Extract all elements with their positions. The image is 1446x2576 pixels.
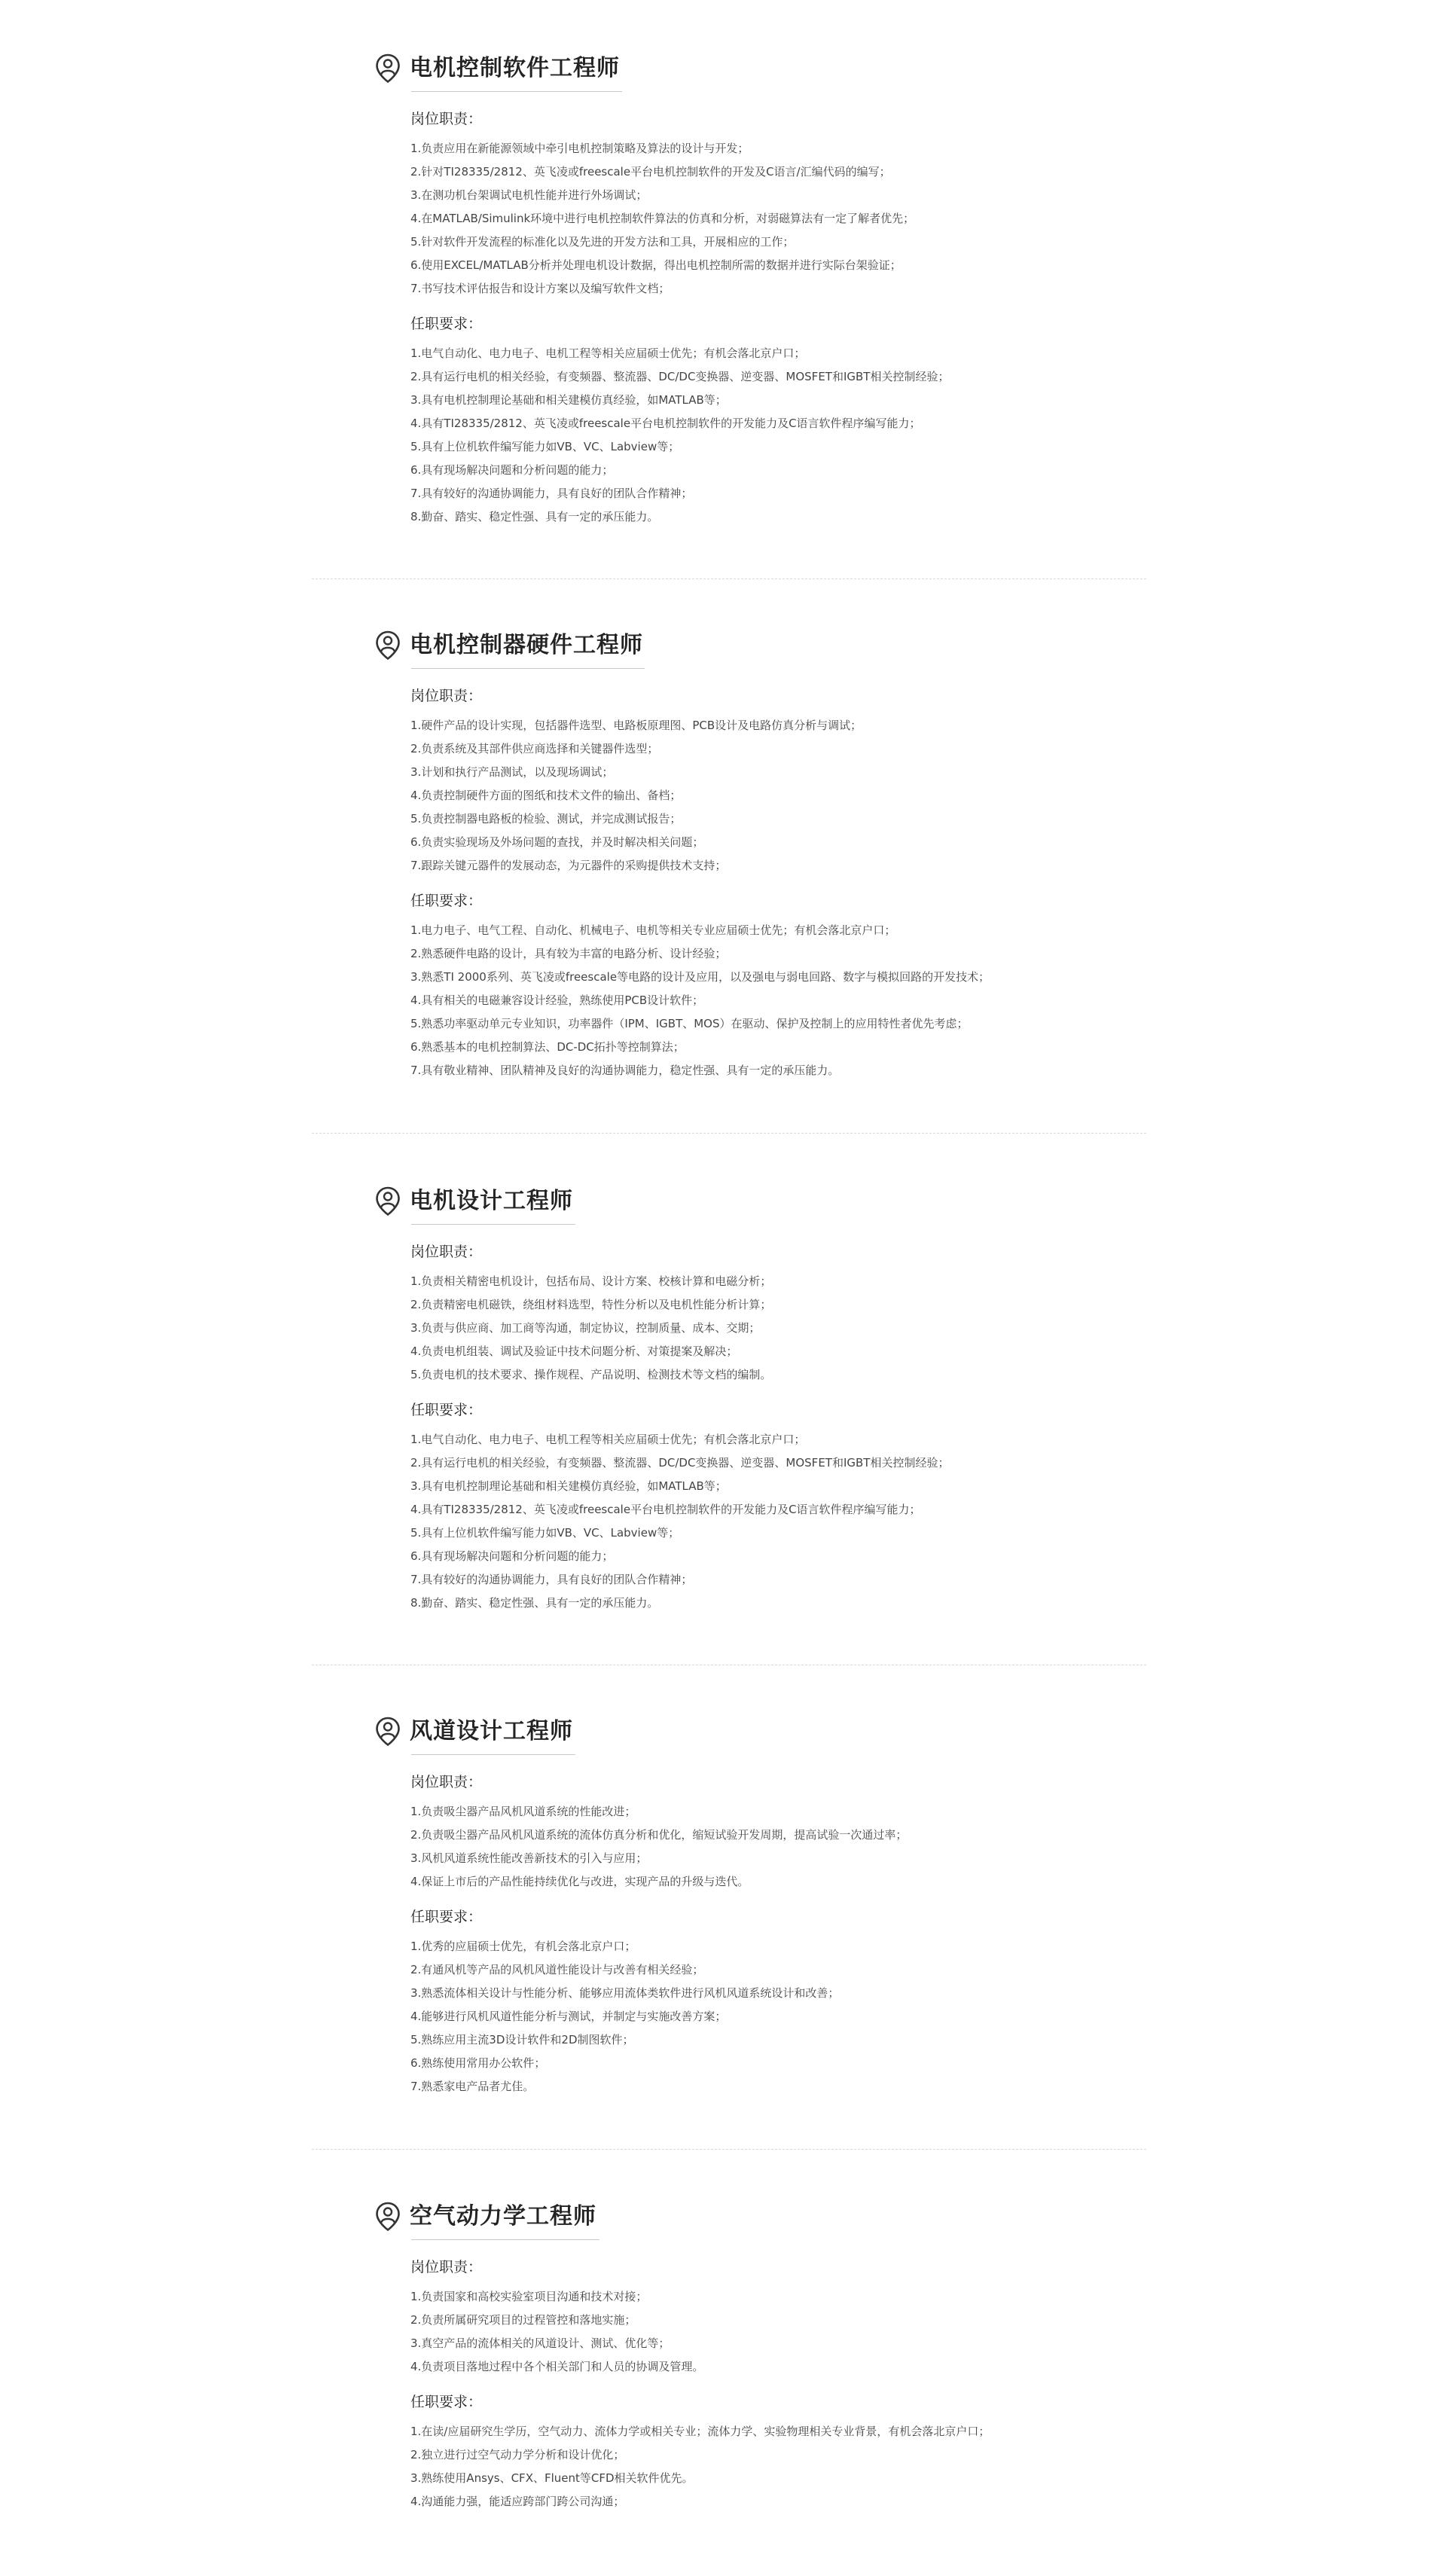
title-underline (411, 2239, 599, 2240)
job-title: 电机设计工程师 (410, 1188, 573, 1214)
section-divider (312, 1133, 1146, 1134)
requirements-item: 1.电气自动化、电力电子、电机工程等相关应届硕士优先；有机会落北京户口； (410, 1433, 806, 1446)
duties-list (410, 1800, 907, 1894)
requirements-section (410, 1397, 949, 1615)
requirements-item: 2.熟悉硬件电路的设计，具有较为丰富的电路分析、设计经验； (410, 947, 727, 960)
requirements-list (410, 342, 949, 529)
requirements-item: 2.具有运行电机的相关经验，有变频器、整流器、DC/DC变换器、逆变器、MOSFET和IGBT相关控制经验； (410, 1456, 950, 1470)
requirements-item: 1.优秀的应届硕士优先，有机会落北京户口； (410, 1940, 636, 1953)
duties-item: 4.保证上市后的产品性能持续优化与改进，实现产品的升级与迭代。 (410, 1875, 749, 1888)
requirements-item: 7.熟悉家电产品者尤佳。 (410, 2080, 535, 2093)
title-underline (411, 1224, 575, 1225)
title-underline (411, 668, 645, 669)
requirements-section (410, 888, 990, 1082)
requirements-item: 2.有通风机等产品的风机风道性能设计与改善有相关经验； (410, 1963, 704, 1976)
requirements-item: 6.熟悉基本的电机控制算法、DC-DC拓扑等控制算法； (410, 1040, 685, 1054)
requirements-list (410, 2420, 990, 2513)
requirements-list (410, 1428, 949, 1615)
requirements-item: 6.熟练使用常用办公软件； (410, 2056, 546, 2070)
title-underline (411, 1754, 575, 1755)
duties-heading: 岗位职责： (410, 1244, 483, 1260)
duties-item: 5.针对软件开发流程的标准化以及先进的开发方法和工具，开展相应的工作； (410, 235, 795, 249)
location-person-icon (375, 1717, 401, 1747)
duties-section (410, 2254, 703, 2379)
requirements-item: 2.具有运行电机的相关经验，有变频器、整流器、DC/DC变换器、逆变器、MOSFET和IGBT相关控制经验； (410, 370, 950, 383)
job-header (375, 628, 643, 663)
requirements-item: 6.具有现场解决问题和分析问题的能力； (410, 463, 614, 477)
duties-section (410, 1769, 907, 1894)
location-person-icon (375, 630, 401, 661)
duties-heading: 岗位职责： (410, 1774, 483, 1790)
title-underline (411, 91, 622, 92)
duties-item: 2.针对TI28335/2812、英飞凌或freescale平台电机控制软件的开发及C语言/汇编代码的编写； (410, 165, 891, 179)
duties-section (410, 1239, 771, 1387)
requirements-section (410, 1904, 839, 2098)
requirements-item: 6.具有现场解决问题和分析问题的能力； (410, 1549, 614, 1563)
duties-item: 1.负责国家和高校实验室项目沟通和技术对接； (410, 2290, 648, 2303)
requirements-heading: 任职要求： (410, 1402, 483, 1418)
requirements-item: 7.具有较好的沟通协调能力，具有良好的团队合作精神； (410, 487, 693, 500)
duties-section (410, 683, 862, 877)
section-divider (312, 2149, 1146, 2150)
job-title: 电机控制器硬件工程师 (410, 632, 643, 658)
requirements-item: 4.具有TI28335/2812、英飞凌或freescale平台电机控制软件的开发能力及C语言软件程序编写能力； (410, 1503, 921, 1516)
duties-item: 7.书写技术评估报告和设计方案以及编写软件文档； (410, 282, 670, 295)
job-title: 风道设计工程师 (410, 1718, 573, 1744)
location-person-icon (375, 2202, 401, 2232)
requirements-item: 8.勤奋、踏实、稳定性强、具有一定的承压能力。 (410, 1596, 659, 1610)
location-person-icon (375, 53, 401, 84)
requirements-item: 8.勤奋、踏实、稳定性强、具有一定的承压能力。 (410, 510, 659, 523)
requirements-item: 3.具有电机控制理论基础和相关建模仿真经验，如MATLAB等； (410, 1479, 727, 1493)
requirements-item: 7.具有敬业精神、团队精神及良好的沟通协调能力，稳定性强、具有一定的承压能力。 (410, 1064, 840, 1077)
duties-list (410, 137, 914, 301)
duties-item: 3.计划和执行产品测试，以及现场调试； (410, 765, 614, 779)
duties-item: 2.负责系统及其部件供应商选择和关键器件选型； (410, 742, 659, 755)
job-header (375, 2199, 596, 2234)
duties-item: 1.硬件产品的设计实现，包括器件选型、电路板原理图、PCB设计及电路仿真分析与调试； (410, 719, 862, 732)
duties-item: 5.负责控制器电路板的检验、测试，并完成测试报告； (410, 812, 682, 826)
requirements-item: 3.具有电机控制理论基础和相关建模仿真经验，如MATLAB等； (410, 393, 727, 407)
duties-item: 1.负责吸尘器产品风机风道系统的性能改进； (410, 1805, 636, 1818)
section-divider (312, 578, 1146, 579)
requirements-item: 4.沟通能力强，能适应跨部门跨公司沟通； (410, 2495, 625, 2508)
requirements-item: 5.熟练应用主流3D设计软件和2D制图软件； (410, 2033, 634, 2046)
requirements-heading: 任职要求： (410, 893, 483, 909)
requirements-item: 7.具有较好的沟通协调能力，具有良好的团队合作精神； (410, 1573, 693, 1586)
duties-list (410, 2285, 703, 2379)
duties-list (410, 714, 862, 877)
duties-item: 3.风机风道系统性能改善新技术的引入与应用； (410, 1851, 648, 1865)
requirements-section (410, 2389, 990, 2513)
requirements-item: 4.具有相关的电磁兼容设计经验，熟练使用PCB设计软件； (410, 993, 704, 1007)
job-header (375, 1714, 573, 1749)
duties-item: 5.负责电机的技术要求、操作规程、产品说明、检测技术等文档的编制。 (410, 1368, 772, 1381)
duties-item: 3.在测功机台架调试电机性能并进行外场调试； (410, 188, 648, 202)
duties-item: 3.真空产品的流体相关的风道设计、测试、优化等； (410, 2336, 670, 2350)
location-person-icon (375, 1186, 401, 1216)
duties-list (410, 1270, 771, 1387)
duties-item: 2.负责精密电机磁铁，绕组材料选型，特性分析以及电机性能分析计算； (410, 1298, 772, 1311)
job-header (375, 1184, 573, 1219)
requirements-item: 3.熟悉TI 2000系列、英飞凌或freescale等电路的设计及应用，以及强电与弱电回路、数字与模拟回路的开发技术； (410, 970, 990, 984)
requirements-item: 3.熟悉流体相关设计与性能分析、能够应用流体类软件进行风机风道系统设计和改善； (410, 1986, 840, 2000)
duties-item: 6.负责实验现场及外场问题的查找，并及时解决相关问题； (410, 835, 704, 849)
job-title: 电机控制软件工程师 (410, 55, 620, 81)
requirements-item: 4.能够进行风机风道性能分析与测试，并制定与实施改善方案； (410, 2010, 727, 2023)
duties-heading: 岗位职责： (410, 111, 483, 127)
requirements-list (410, 919, 990, 1082)
duties-item: 2.负责吸尘器产品风机风道系统的流体仿真分析和优化，缩短试验开发周期，提高试验一次通过率； (410, 1828, 908, 1842)
requirements-item: 5.熟悉功率驱动单元专业知识，功率器件（IPM、IGBT、MOS）在驱动、保护及控制上的应用特性者优先考虑； (410, 1017, 969, 1030)
duties-item: 2.负责所属研究项目的过程管控和落地实施； (410, 2313, 636, 2327)
requirements-item: 1.在读/应届研究生学历，空气动力、流体力学或相关专业；流体力学、实验物理相关专业背景，有机会落北京户口； (410, 2425, 990, 2438)
duties-heading: 岗位职责： (410, 2259, 483, 2275)
requirements-item: 2.独立进行过空气动力学分析和设计优化； (410, 2448, 625, 2462)
duties-item: 1.负责应用在新能源领域中牵引电机控制策略及算法的设计与开发； (410, 142, 749, 155)
requirements-item: 4.具有TI28335/2812、英飞凌或freescale平台电机控制软件的开发能力及C语言软件程序编写能力； (410, 417, 921, 430)
requirements-section (410, 311, 949, 529)
duties-item: 1.负责相关精密电机设计，包括布局、设计方案、校核计算和电磁分析； (410, 1274, 772, 1288)
duties-heading: 岗位职责： (410, 688, 483, 704)
duties-section (410, 106, 914, 301)
requirements-item: 5.具有上位机软件编写能力如VB、VC、Labview等； (410, 1526, 680, 1540)
requirements-item: 5.具有上位机软件编写能力如VB、VC、Labview等； (410, 440, 680, 453)
requirements-list (410, 1935, 839, 2098)
duties-item: 3.负责与供应商、加工商等沟通，制定协议，控制质量、成本、交期； (410, 1321, 761, 1335)
duties-item: 6.使用EXCEL/MATLAB分析并处理电机设计数据，得出电机控制所需的数据并进行实际台架验证； (410, 258, 901, 272)
duties-item: 7.跟踪关键元器件的发展动态，为元器件的采购提供技术支持； (410, 859, 727, 872)
duties-item: 4.负责电机组装、调试及验证中技术问题分析、对策提案及解决； (410, 1344, 738, 1358)
requirements-heading: 任职要求： (410, 2394, 483, 2410)
job-header (375, 51, 620, 86)
requirements-item: 1.电气自动化、电力电子、电机工程等相关应届硕士优先；有机会落北京户口； (410, 346, 806, 360)
job-title: 空气动力学工程师 (410, 2203, 596, 2230)
duties-item: 4.负责项目落地过程中各个相关部门和人员的协调及管理。 (410, 2360, 704, 2373)
requirements-heading: 任职要求： (410, 1909, 483, 1925)
requirements-item: 1.电力电子、电气工程、自动化、机械电子、电机等相关专业应届硕士优先；有机会落北京户口； (410, 923, 896, 937)
requirements-heading: 任职要求： (410, 316, 483, 332)
duties-item: 4.在MATLAB/Simulink环境中进行电机控制软件算法的仿真和分析，对弱磁算法有一定了解者优先； (410, 212, 915, 225)
duties-item: 4.负责控制硬件方面的图纸和技术文件的输出、备档； (410, 789, 682, 802)
requirements-item: 3.熟练使用Ansys、CFX、Fluent等CFD相关软件优先。 (410, 2471, 694, 2485)
